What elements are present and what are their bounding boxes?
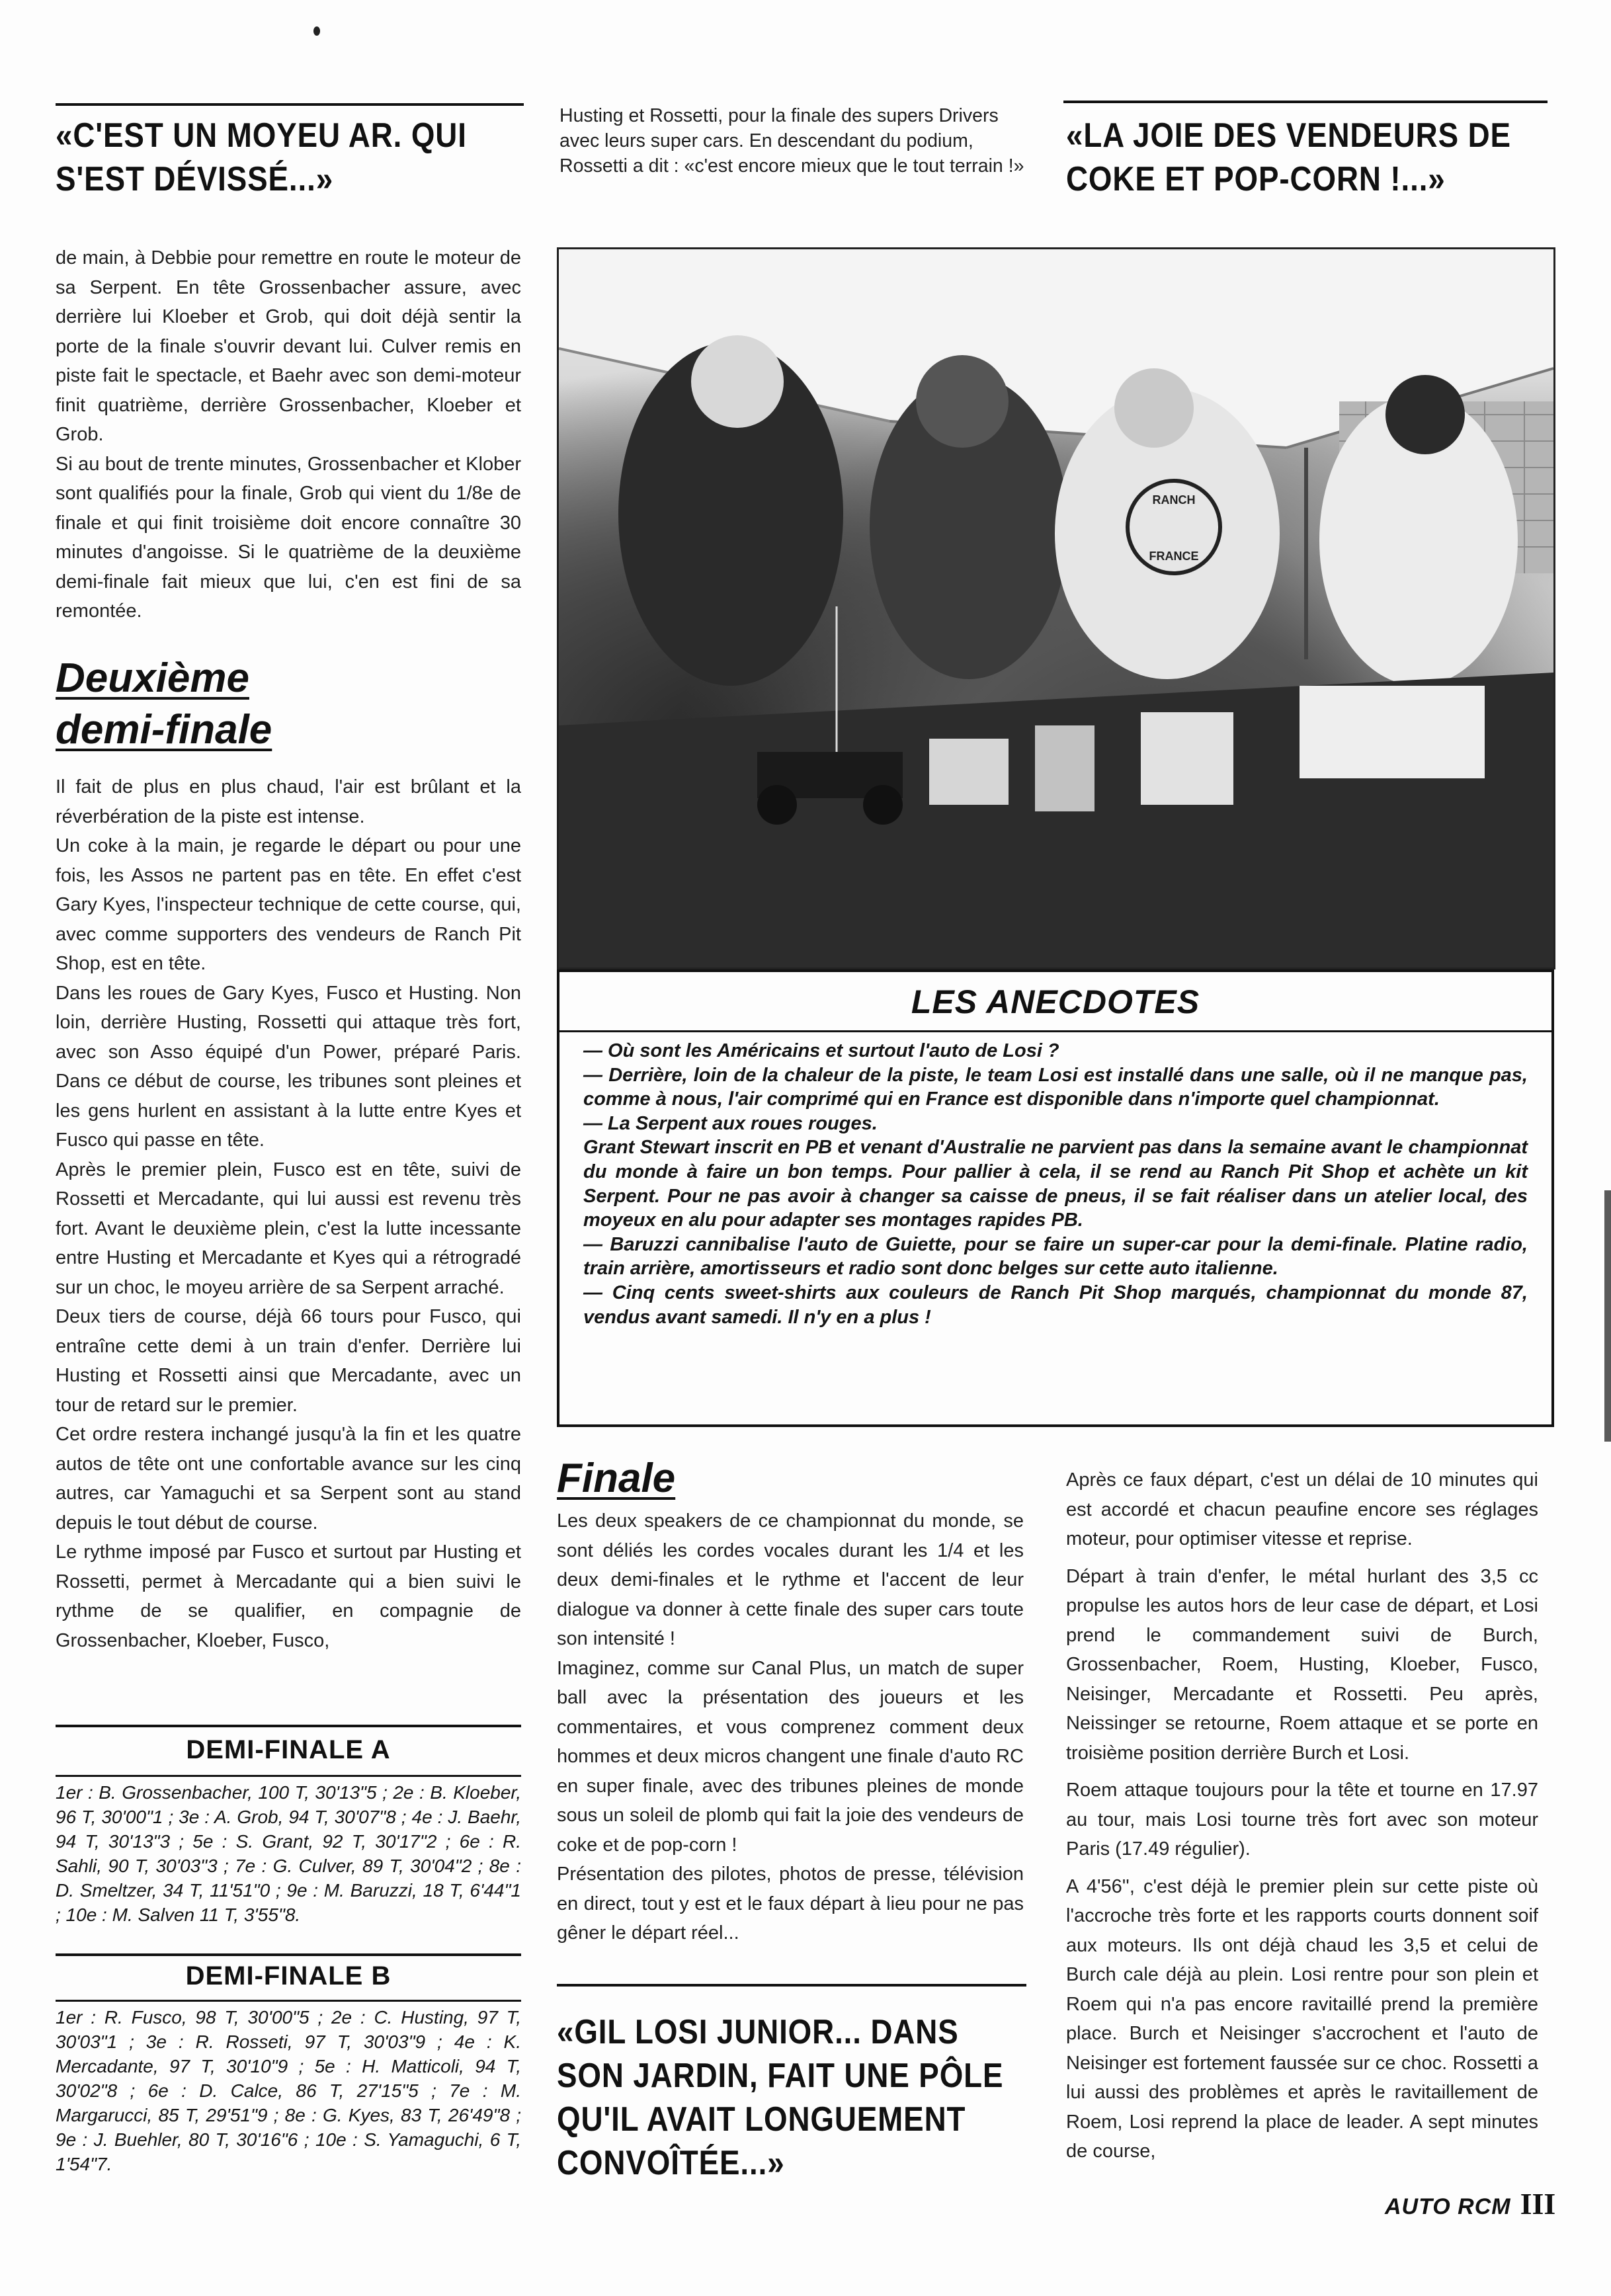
pull-quote-right: «LA JOIE DES VENDEURS DE COKE ET POP-CORN !...» <box>1066 116 1511 198</box>
paragraph: Le rythme imposé par Fusco et surtout par Husting et Rossetti, permet à Mercadante qui a bien suivi le rythme de se qualifier, en compagnie de Grossenbacher, Kloeber, Fusco, <box>56 1541 521 1651</box>
column1-demi-body <box>56 772 521 1655</box>
anecdotes-box <box>557 969 1554 1427</box>
rc-wheel <box>757 785 797 825</box>
anecdotes-title: LES ANECDOTES <box>911 983 1200 1020</box>
results-a-text: 1er : B. Grossenbacher, 100 T, 30'13"5 ; 2e : B. Kloeber, 96 T, 30'00"1 ; 3e : A. Grob, 94 T, 30'07"8 ; 4e : J. Baehr, 94 T, 30'13"3 ; 5e : S. Grant, 92 T, 30'17"2 ; 6e : R. Sahli, 90 T, 30'03"3 ; 7e : G. Culver, 89 T, 30'04"2 ; 8e : D. Smeltzer, 34 T, 11'51"0 ; 9e : M. Baruzzi, 18 T, 6'44"1 ; 10e : M. Salven 11 T, 3'55"8. <box>56 1782 521 1925</box>
results-a-title: DEMI-FINALE A <box>186 1735 391 1764</box>
paragraph: Dans les roues de Gary Kyes, Fusco et Husting. Non loin, derrière Husting, Rossetti qui attaque très fort, avec son Asso équipé d'un Power, préparé Paris. Dans ce début de course, les tribunes sont pleines et les gens hurlent en assistant à la lutte entre Kyes et Fusco qui passe en tête. <box>56 982 521 1151</box>
paragraph: Un coke à la main, je regarde le départ ou pour une fois, les Assos ne partent pas en tête. En effet c'est Gary Kyes, l'inspecteur technique de cette course, qui, avec comme supporters des vendeurs de Ranch Pit Shop, est en tête. <box>56 835 521 974</box>
finale-column-right <box>1066 1465 1538 2166</box>
anecdote-item: — Derrière, loin de la chaleur de la piste, le team Losi est installé dans une salle, où il ne manque pas, comme à nous, l'air comprimé qui en France est disponible dans n'importe quel championnat. <box>583 1064 1528 1110</box>
paragraph: Deux tiers de course, déjà 66 tours pour Fusco, qui entraîne cette demi à un train d'enfer. Derrière lui Husting et Rossetti ainsi que Mercadante, avec un tour de retard sur le premier. <box>56 1306 521 1416</box>
anecdote-item: — Où sont les Américains et surtout l'auto de Losi ? <box>583 1040 1059 1061</box>
bottle <box>929 739 1009 805</box>
results-a-divider <box>56 1775 521 1777</box>
page-edge-tab <box>1604 1190 1611 1442</box>
box <box>1141 712 1233 805</box>
shirt-badge-top: RANCH <box>1152 493 1196 507</box>
finale-column-left <box>557 1506 1024 1948</box>
person-left-cap <box>691 335 784 428</box>
quote-bottom-rule <box>557 1984 1026 1987</box>
toolbox <box>1300 686 1485 778</box>
pull-quote-bottom: «GIL LOSI JUNIOR... DANS SON JARDIN, FAIT UNE PÔLE QU'IL AVAIT LONGUEMENT CONVOÎTÉE...» <box>557 2013 1004 2182</box>
paragraph: Départ à train d'enfer, le métal hurlant des 3,5 cc propulse les autos hors de leur case de départ, et Losi prend le commandement suivi de Burch, Grossenbacher, Roem, Husting, Kloeber, Fusco, Neisinger, Mercadante et Rossetti. Peu après, Neissinger se retourne, Roem attaque et se porte en troisième position derrière Burch et Losi. <box>1066 1565 1538 1764</box>
results-b-divider <box>56 2000 521 2002</box>
results-a-rule <box>56 1725 521 1727</box>
paragraph: Les deux speakers de ce championnat du monde, se sont déliés les cordes vocales durant les 1/4 et les deux demi-finales et le rythme et l'accent de leur dialogue va donner à cette finale des super cars toute son intensité ! <box>557 1510 1024 1649</box>
pit-photo <box>557 247 1555 969</box>
paragraph: Roem attaque toujours pour la tête et tourne en 17.97 au tour, mais Losi tourne très fort avec son moteur Paris (17.49 régulier). <box>1066 1780 1538 1860</box>
anecdotes-list <box>559 1032 1551 1329</box>
bottle <box>1035 725 1095 811</box>
person-right-cap <box>1385 375 1465 454</box>
column1-intro <box>56 243 521 626</box>
page-number: III <box>1520 2187 1556 2221</box>
quote-right-rule <box>1063 101 1548 103</box>
results-b-text: 1er : R. Fusco, 98 T, 30'00"5 ; 2e : C. Husting, 97 T, 30'03"1 ; 3e : R. Rosseti, 97 T, 30'03"9 ; 4e : K. Mercadante, 97 T, 30'10"9 ; 5e : H. Matticoli, 94 T, 30'02"8 ; 6e : D. Calce, 86 T, 27'15"5 ; 7e : M. Margarucci, 85 T, 29'51"9 ; 8e : G. Kyes, 83 T, 26'49"8 ; 9e : J. Buehler, 80 T, 30'16"6 ; 10e : S. Yamaguchi, 6 T, 1'54"7. <box>56 2007 521 2174</box>
print-mark <box>313 26 320 36</box>
person-shirt-head <box>1114 368 1194 448</box>
results-b-rule <box>56 1953 521 1956</box>
paragraph: Après le premier plein, Fusco est en tête, suivi de Rossetti et Mercadante, qui lui aussi est revenu très fort. Avant le deuxième plein, c'est la lutte incessante entre Husting et Mercadante et Kyes qui a rétrogradé sur un choc, le moyeu arrière de sa Serpent arraché. <box>56 1159 521 1298</box>
pull-quote-left: «C'EST UN MOYEU AR. QUI S'EST DÉVISSÉ...» <box>56 116 467 198</box>
paragraph: Après ce faux départ, c'est un délai de 10 minutes qui est accordé et chacun peaufine encore ses réglages moteur, pour optimiser vitesse et reprise. <box>1066 1469 1538 1549</box>
page-footer <box>1385 2186 1555 2221</box>
paragraph: Imaginez, comme sur Canal Plus, un match de super ball avec la présentation des joueurs et les commentaires, et vous comprenez comment deux hommes et deux micros changent une finale d'auto RC en super finale, avec des tribunes pleines de monde sous un soleil de plomb qui fait la joie des vendeurs de coke et de pop-corn ! <box>557 1657 1024 1856</box>
paragraph: Si au bout de trente minutes, Grossenbacher et Klober sont qualifiés pour la finale, Grob qui vient du 1/8e de finale et qui finit troisième doit encore connaître 30 minutes d'angoisse. Si le quatrième de la deuxième demi-finale fait mieux que lui, c'en est fini de sa remontée. <box>56 453 521 622</box>
paragraph: de main, à Debbie pour remettre en route le moteur de sa Serpent. En tête Grossenbacher assure, avec derrière lui Kloeber et Grob, qui doit déjà sentir la porte de la finale s'ouvrir devant lui. Culver remis en piste fait le spectacle, et Baehr avec son demi-moteur finit quatrième, derrière Grossenbacher, Kloeber et Grob. <box>56 247 521 445</box>
anecdote-item: Grant Stewart inscrit en PB et venant d'Australie ne parvient pas dans la semaine avant le championnat du monde à faire un bon temps. Pour pallier à cela, il se rend au Ranch Pit Shop et achète un kit Serpent. Pour ne pas avoir à changer sa caisse de pneus, il se fait réaliser dans un atelier local, des moyeux en alu pour adapter ses montages rapides PB. <box>583 1137 1528 1231</box>
anecdote-item: — Cinq cents sweet-shirts aux couleurs de Ranch Pit Shop marqués, championnat du monde 87, vendus avant samedi. Il n'y en a plus ! <box>583 1282 1528 1328</box>
section-title-line2: demi-finale <box>56 707 272 753</box>
shirt-badge-bottom: FRANCE <box>1149 550 1199 563</box>
finale-title: Finale <box>557 1456 676 1501</box>
anecdote-item: — La Serpent aux roues rouges. <box>583 1112 878 1134</box>
section-heading-demi <box>56 655 521 754</box>
footer-brand: AUTO RCM <box>1385 2194 1511 2219</box>
photo-caption: Husting et Rossetti, pour la finale des supers Drivers avec leurs super cars. En descendant du podium, Rossetti a dit : «c'est encore mieux que le tout terrain !» <box>559 105 1024 177</box>
paragraph: Présentation des pilotes, photos de presse, télévision en direct, tout y est et le faux départ à lieu pour ne pas gêner le départ réel... <box>557 1864 1024 1944</box>
person-center-head <box>916 355 1009 448</box>
rc-wheel <box>863 785 903 825</box>
quote-left-rule <box>56 103 524 106</box>
paragraph: A 4'56'', c'est déjà le premier plein sur cette piste où l'accroche très forte et les rapports courts donnent soif aux moteurs. Ils ont déjà chaud les 3,5 et celui de Burch cale déjà au plein. Losi rentre pour son plein et Roem qui n'a pas encore ravitaillé prend la première place. Burch et Neisinger s'accrochent et l'auto de Neisinger est fortement faussée sur ce choc. Rossetti a lui aussi des problèmes et après le ravitaillement de Roem, Losi reprend la place de leader. A sept minutes de course, <box>1066 1875 1538 2162</box>
pit-photo-drawing <box>559 249 1553 967</box>
results-b-title: DEMI-FINALE B <box>185 1961 392 1990</box>
paragraph: Cet ordre restera inchangé jusqu'à la fin et les quatre autos de tête ont une confortable avance sur les cinq autres, car Yamaguchi et sa Serpent sont au stand depuis le tout début de course. <box>56 1424 521 1534</box>
paragraph: Il fait de plus en plus chaud, l'air est brûlant et la réverbération de la piste est intense. <box>56 776 521 827</box>
anecdote-item: — Baruzzi cannibalise l'auto de Guiette, pour se faire un super-car pour la demi-finale. Platine radio, train arrière, amortisseurs et radio sont donc belges sur cette auto italienne. <box>583 1233 1528 1280</box>
section-title-line1: Deuxième <box>56 655 249 701</box>
